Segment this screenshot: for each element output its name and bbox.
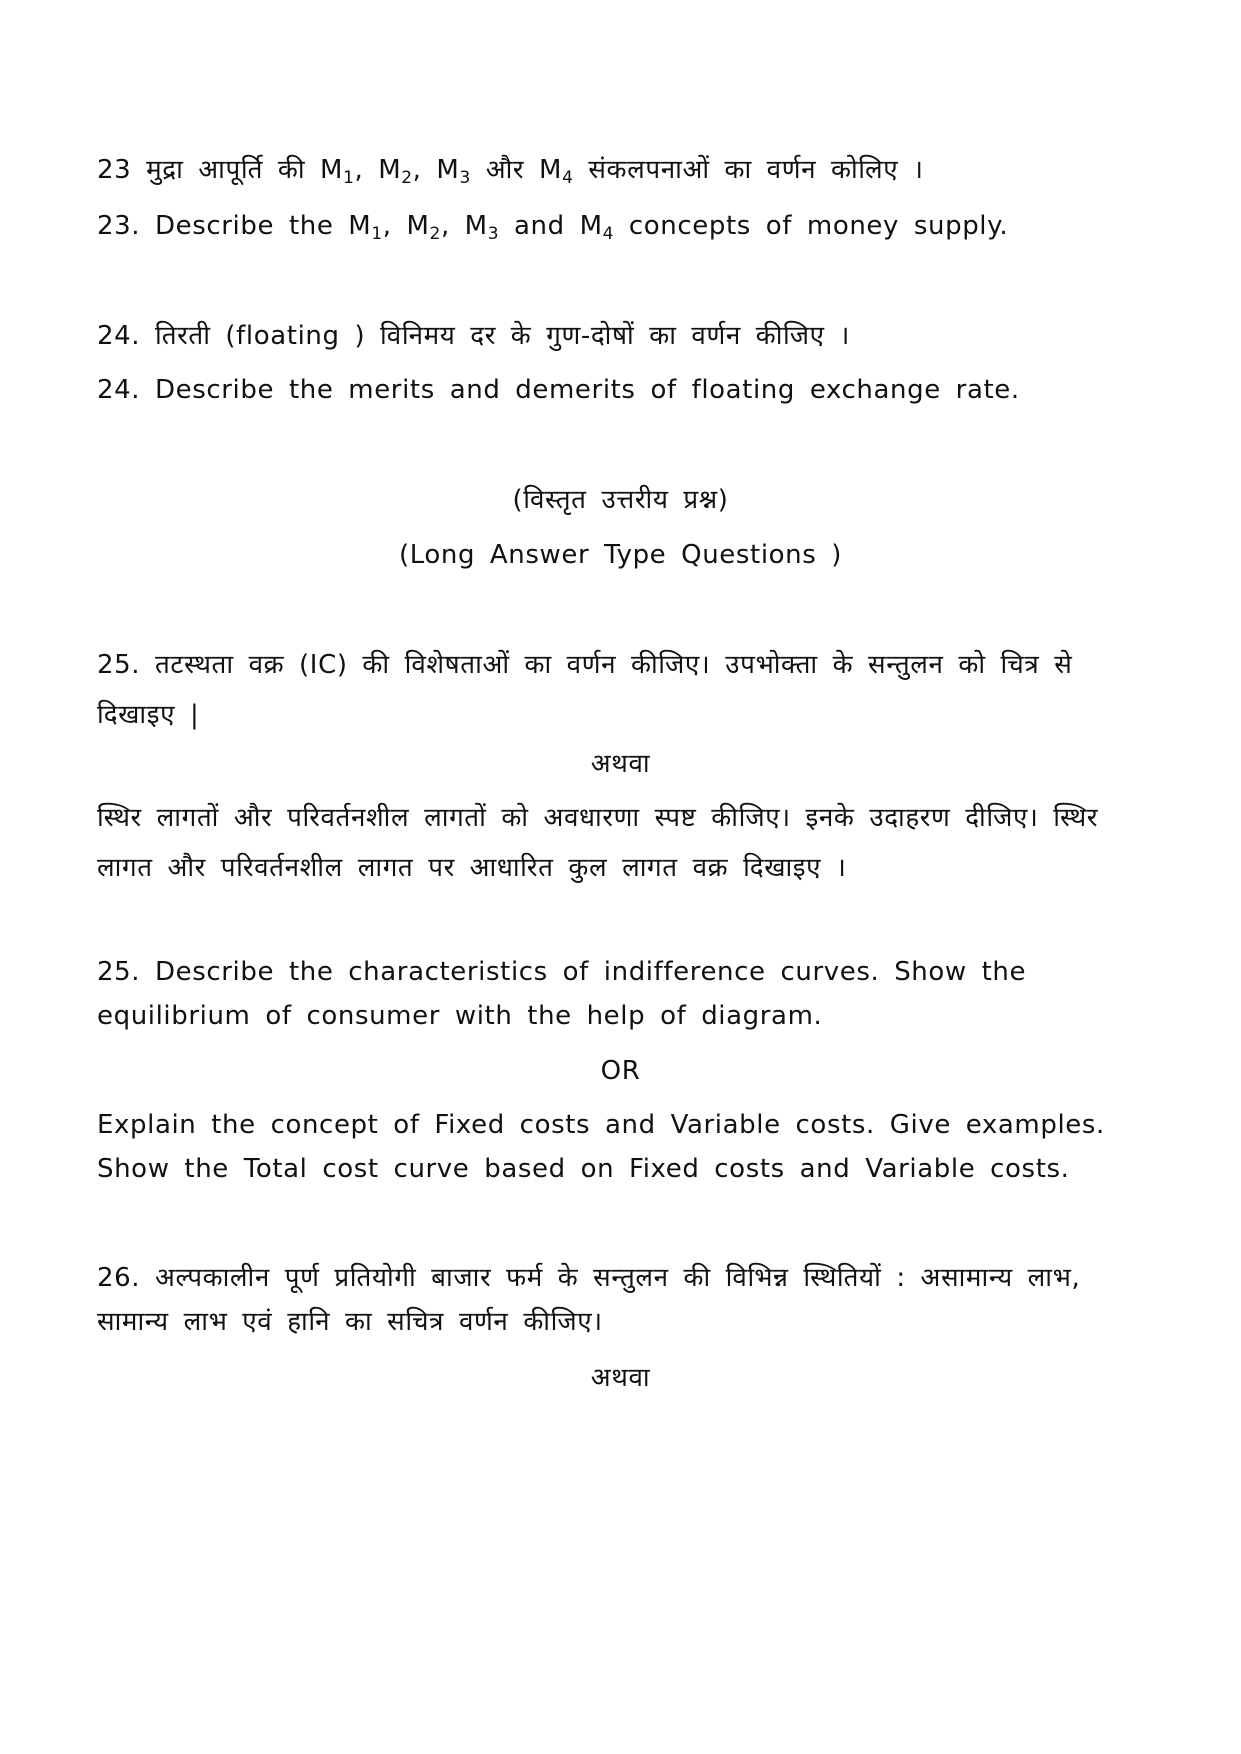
or-divider-hindi-26: अथवा [590,1363,651,1393]
or-divider-hindi: अथवा [590,749,651,779]
question-24-hindi: 24. तिरती (floating ) विनिमय दर के गुण-दोषों का वर्णन कीजिए । [97,321,850,351]
question-23-english: 23. Describe the $M_1$, $M_2$, $M_3$ and $M_4$ concepts of money supply. [97,211,1009,244]
question-25-hindi: 25. तटस्थता वक्र (IC) की विशेषताओं का वर्णन कीजिए। उपभोक्ता के सन्तुलन को चित्र से दिखाइए | [97,650,1073,730]
question-25-english: 25. Describe the characteristics of indifference curves. Show the equilibrium of consumer with the help of diagram. [97,957,1027,1031]
section-heading-english: (Long Answer Type Questions ) [399,540,842,570]
section-heading-hindi: (विस्तृत उत्तरीय प्रश्न) [512,485,729,515]
or-divider-english: OR [600,1056,641,1086]
question-25-english-alternative: Explain the concept of Fixed costs and Variable costs. Give examples. Show the Total cost curve based on Fixed costs and Variable costs. [97,1110,1105,1184]
question-26-hindi: 26. अल्पकालीन पूर्ण प्रतियोगी बाजार फर्म के सन्तुलन की विभिन्न स्थितियों : असामान्य लाभ, सामान्य लाभ एवं हानि का सचित्र वर्णन कीजिए। [97,1263,1081,1337]
question-24-english: 24. Describe the merits and demerits of floating exchange rate. [97,375,1020,405]
question-23-hindi: 23 मुद्रा आपूर्ति की $M_1$, $M_2$, $M_3$ और $M_4$ संकलपनाओं का वर्णन कोलिए । [97,155,924,188]
question-25-hindi-alternative: स्थिर लागतों और परिवर्तनशील लागतों को अवधारणा स्पष्ट कीजिए। इनके उदाहरण दीजिए। स्थिर लागत और परिवर्तनशील लागत पर आधारित कुल लागत वक्र दिखाइए । [97,803,1099,883]
